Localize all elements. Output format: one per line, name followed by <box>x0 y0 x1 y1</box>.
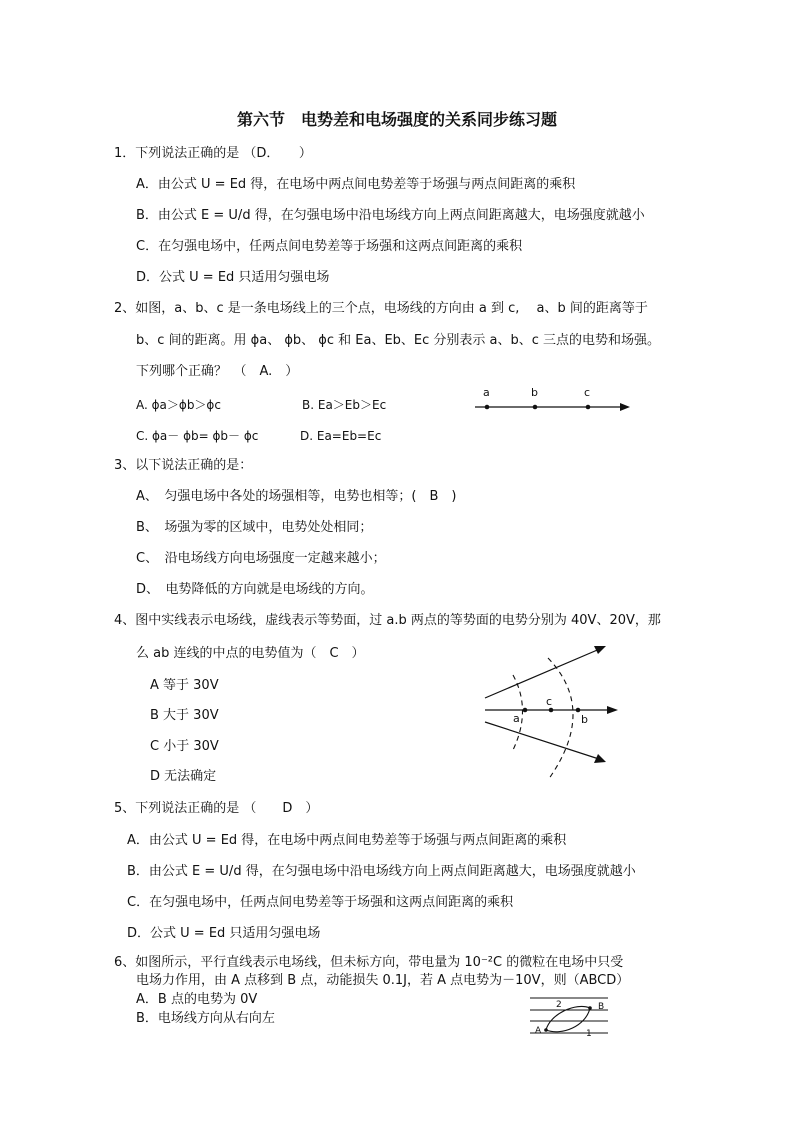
q4-point-a <box>523 708 528 713</box>
q4-arrowhead-middle <box>607 706 618 714</box>
q4-label-b: b <box>581 713 588 726</box>
q5-option-b: B．由公式 E = U/d 得，在匀强电场中沿电场线方向上两点间距离越大，电场强度就越小 <box>127 864 636 879</box>
q4-option-a: A 等于 30V <box>150 678 219 693</box>
q4-field-line-upper <box>485 648 602 698</box>
q6-label-1: 1 <box>586 1029 592 1039</box>
q2-line-3: 下列哪个正确？ （ A. ） <box>136 364 299 379</box>
q5-option-d: D．公式 U = Ed 只适用匀强电场 <box>127 926 321 941</box>
q6-trajectory-1 <box>546 1008 590 1032</box>
q4-field-figure <box>480 640 625 785</box>
q3-option-c: C、 沿电场线方向电场强度一定越来越小； <box>136 551 386 566</box>
q2-option-a: A. ϕa＞ϕb＞ϕc <box>136 398 221 412</box>
q2-point-a <box>485 405 490 410</box>
q2-line-1: 2、如图，a、b、c 是一条电场线上的三个点，电场线的方向由 a 到 c, a、b 间的距离等于 <box>114 301 648 316</box>
q4-line-2: 么 ab 连线的中点的电势值为（ C ） <box>136 646 365 661</box>
q2-point-b <box>533 405 538 410</box>
q6-line-1: 6、如图所示，平行直线表示电场线，但未标方向，带电量为 10⁻²C 的微粒在电场中只受 <box>114 955 624 970</box>
q3-option-d: D、 电势降低的方向就是电场线的方向。 <box>136 582 374 597</box>
q5-stem: 5、下列说法正确的是 （ D ） <box>114 801 319 816</box>
q1-option-b: B．由公式 E = U/d 得，在匀强电场中沿电场线方向上两点间距离越大，电场强度就越小 <box>136 208 645 223</box>
q4-point-b <box>576 708 581 713</box>
q6-label-b: B <box>598 1002 605 1012</box>
q6-option-a: A．B 点的电势为 0V <box>136 992 258 1007</box>
q4-point-c <box>549 708 554 713</box>
q1-option-d: D．公式 U = Ed 只适用匀强电场 <box>136 270 330 285</box>
q6-label-a: A <box>535 1026 542 1036</box>
q2-line-2: b、c 间的距离。用 ϕa、 ϕb、 ϕc 和 Ea、Eb、Ec 分别表示 a、b、c 三点的电势和场强。 <box>136 333 661 348</box>
q1-option-c: C．在匀强电场中，任两点间电势差等于场强和这两点间距离的乘积 <box>136 239 523 254</box>
q2-label-c: c <box>584 386 591 399</box>
q4-label-c: c <box>546 695 553 708</box>
q2-label-a: a <box>483 386 490 399</box>
q6-field-figure <box>528 996 612 1038</box>
q6-point-a <box>544 1028 548 1032</box>
q1-option-a: A．由公式 U = Ed 得，在电场中两点间电势差等于场强与两点间距离的乘积 <box>136 177 576 192</box>
q5-option-a: A．由公式 U = Ed 得，在电场中两点间电势差等于场强与两点间距离的乘积 <box>127 833 567 848</box>
q4-option-d: D 无法确定 <box>150 769 217 784</box>
q5-option-c: C．在匀强电场中，任两点间电势差等于场强和这两点间距离的乘积 <box>127 895 514 910</box>
q4-field-line-lower <box>485 722 602 760</box>
q6-label-2: 2 <box>556 1000 562 1010</box>
q2-option-c: C. ϕa－ ϕb= ϕb－ ϕc <box>136 429 259 443</box>
q3-stem: 3、以下说法正确的是： <box>114 458 253 473</box>
q4-equipotential-b <box>548 658 573 780</box>
q3-option-a: A、 匀强电场中各处的场强相等，电势也相等；( B ) <box>136 489 457 504</box>
q1-stem: 1．下列说法正确的是 （D． ） <box>114 146 312 161</box>
q4-label-a: a <box>513 712 520 725</box>
q6-option-b: B．电场线方向从右向左 <box>136 1011 275 1026</box>
q6-line-2: 电场力作用，由 A 点移到 B 点，动能损失 0.1J，若 A 点电势为－10V，则（ABCD） <box>136 973 630 988</box>
page-title: 第六节 电势差和电场强度的关系同步练习题 <box>236 110 557 129</box>
q4-option-b: B 大于 30V <box>150 708 219 723</box>
q2-point-c <box>586 405 591 410</box>
q4-line-1: 4、图中实线表示电场线，虚线表示等势面，过 a.b 两点的等势面的电势分别为 40V、20V，那 <box>114 613 661 628</box>
q2-field-line-figure <box>470 384 640 418</box>
q6-point-b <box>588 1006 592 1010</box>
q2-label-b: b <box>531 386 538 399</box>
q2-arrowhead <box>620 403 630 411</box>
q2-option-d: D. Ea=Eb=Ec <box>300 429 382 443</box>
q2-option-b: B. Ea＞Eb＞Ec <box>302 398 387 412</box>
q4-option-c: C 小于 30V <box>150 739 219 754</box>
q3-option-b: B、 场强为零的区域中，电势处处相同； <box>136 520 373 535</box>
